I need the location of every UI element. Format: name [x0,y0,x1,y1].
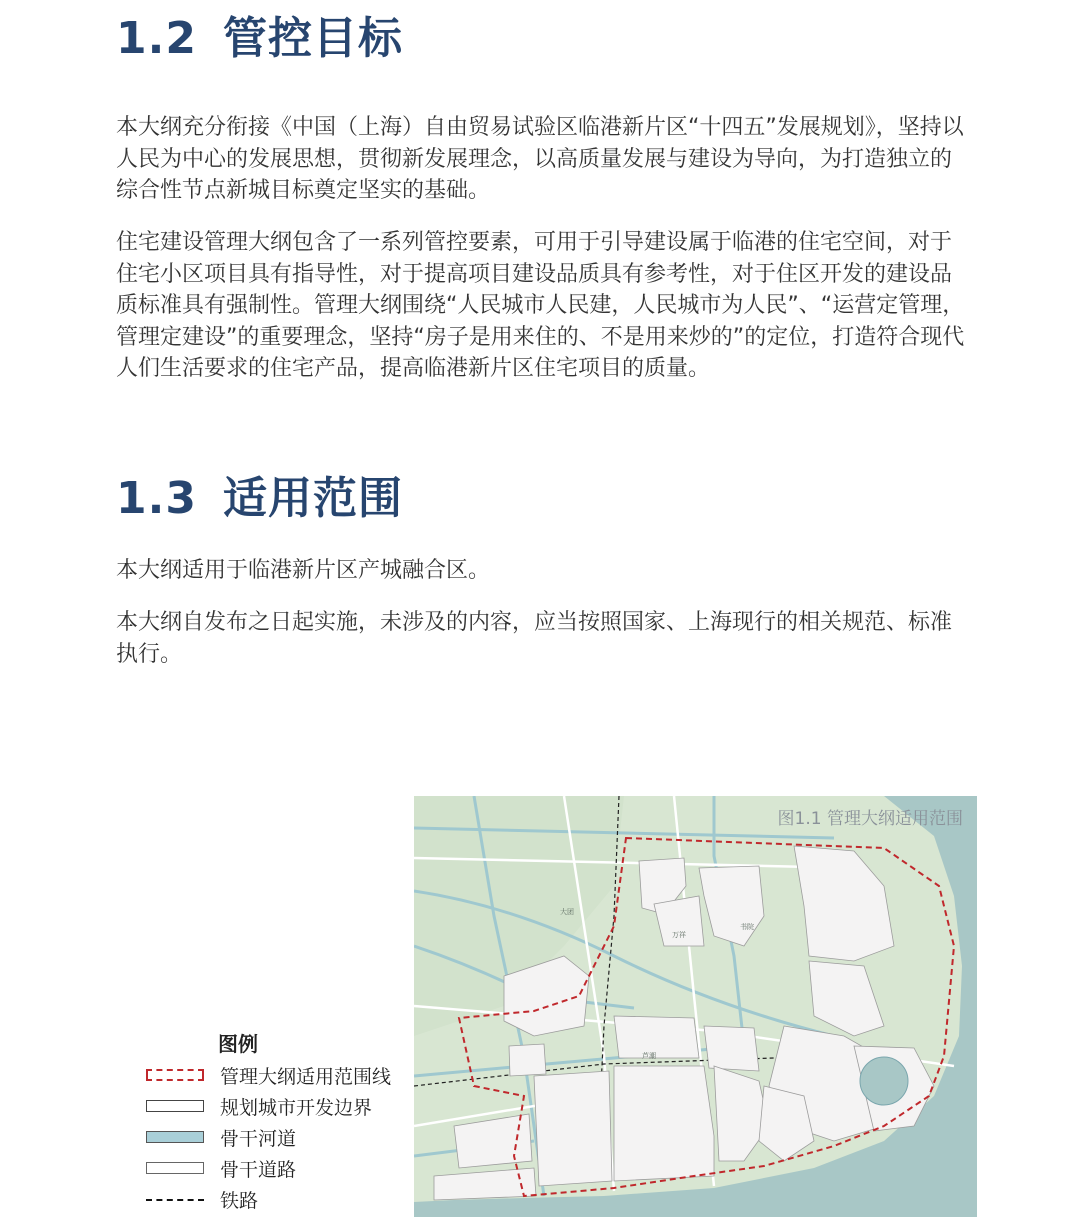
paragraph: 住宅建设管理大纲包含了一系列管控要素，可用于引导建设属于临港的住宅空间，对于住宅小区项目具有指导性，对于提高项目建设品质具有参考性，对于住区开发的建设品质标准具有强制性。管理大纲围绕“人民城市人民建，人民城市为人民”、“运营定管理，管理定建设”的重要理念，坚持“房子是用来住的、不是用来炒的”的定位，打造符合现代人们生活要求的住宅产品，提高临港新片区住宅项目的质量。 [116,230,965,381]
legend-item-road [146,1159,406,1181]
place-label-luchao: 芦潮 [642,1052,656,1060]
place-label-shuyuan: 书院 [740,923,754,931]
legend-item-railway [146,1190,406,1212]
legend-label: 骨干道路 [220,1159,297,1181]
place-label-wanxiang: 万祥 [672,931,686,939]
section-1-3-heading [116,462,403,526]
section-title: 管控目标 [222,13,403,64]
blue-band-icon [146,1131,204,1143]
paragraph: 本大纲自发布之日起实施，未涉及的内容，应当按照国家、上海现行的相关规范、标准执行。 [116,610,953,667]
red-dashed-line-icon [146,1069,204,1081]
legend-label: 规划城市开发边界 [220,1097,373,1119]
legend-label: 骨干河道 [220,1128,297,1150]
black-dashed-line-icon [146,1199,204,1201]
central-lake [860,1057,908,1105]
section-title: 适用范围 [222,473,403,524]
legend-item-city-boundary [146,1097,406,1119]
white-band-icon [146,1162,204,1174]
section-number: 1.3 [116,473,197,524]
paragraph: 本大纲适用于临港新片区产城融合区。 [116,558,491,583]
section-1-2-heading [116,2,403,66]
planning-map [414,796,977,1217]
legend-label: 管理大纲适用范围线 [220,1066,392,1088]
legend-title: 图例 [218,1032,258,1056]
legend-label: 铁路 [220,1190,259,1212]
legend-item-boundary [146,1066,406,1088]
paragraph: 本大纲充分衔接《中国（上海）自由贸易试验区临港新片区“十四五”发展规划》，坚持以人民为中心的发展思想，贯彻新发展理念，以高质量发展与建设为导向，为打造独立的综合性节点新城目标奠定坚实的基础。 [116,115,964,203]
map-graphic [414,796,977,1217]
outlined-box-icon [146,1100,204,1112]
place-label-datuan: 大团 [560,908,574,916]
figure-caption: 图1.1 管理大纲适用范围 [777,809,963,829]
section-number: 1.2 [116,13,197,64]
legend-item-river [146,1128,406,1150]
